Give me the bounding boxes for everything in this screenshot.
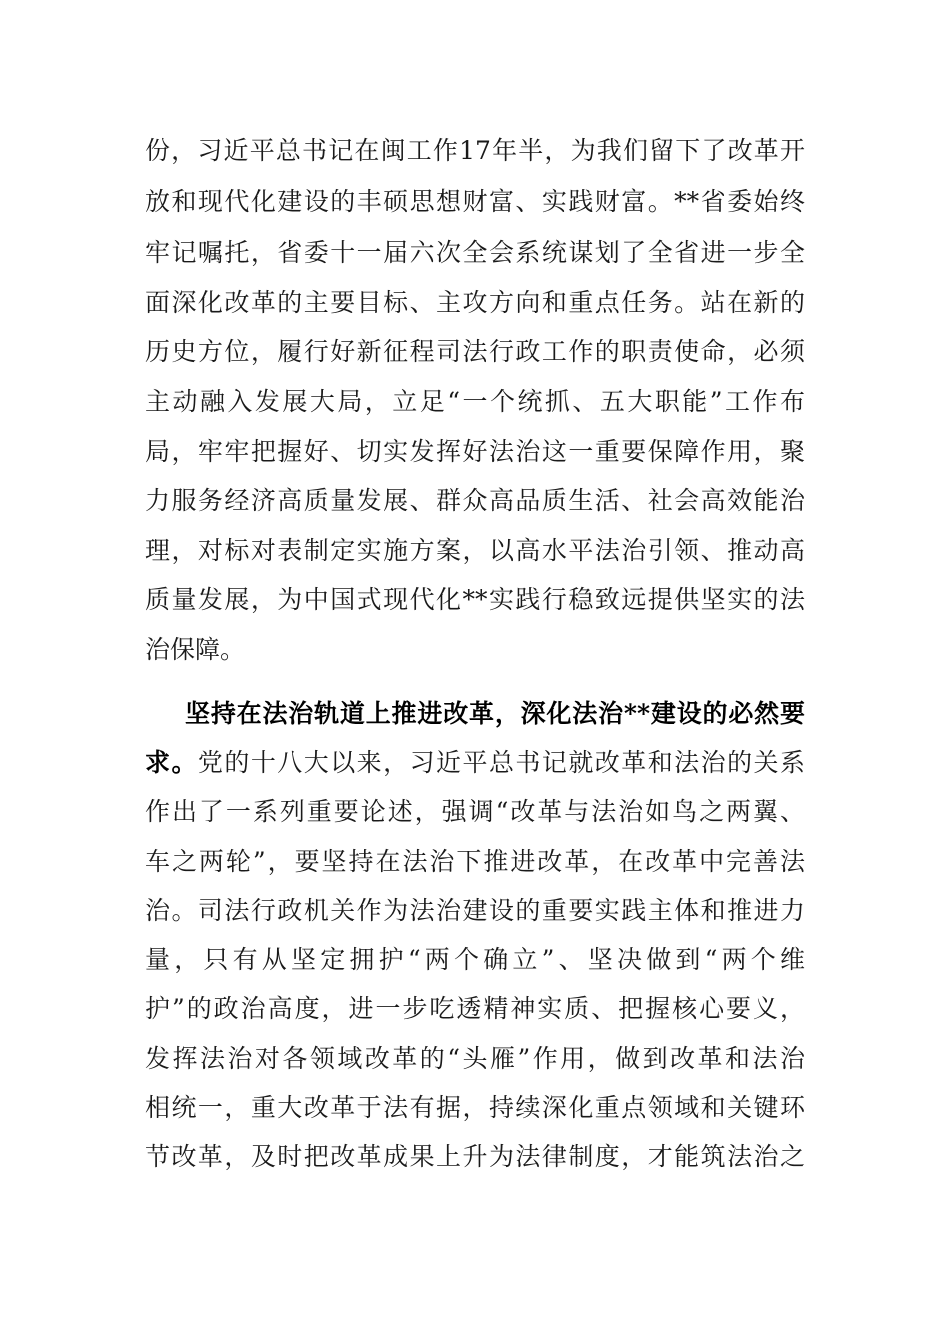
paragraph-2-line-8: 相统一，重大改革于法有据，持续深化重点领域和关键环 bbox=[145, 1093, 805, 1122]
paragraph-1-line-6: 主动融入发展大局，立足“一个统抓、五大职能”工作布 bbox=[145, 387, 805, 416]
paragraph-2-line-1-text: 党的十八大以来，习近平总书记就改革和法治的关系 bbox=[197, 748, 805, 777]
paragraph-2-line-2: 作出了一系列重要论述，强调“改革与法治如鸟之两翼、 bbox=[145, 797, 805, 826]
paragraph-2-line-4: 治。司法行政机关作为法治建设的重要实践主体和推进力 bbox=[145, 896, 805, 925]
paragraph-1-line-4: 面深化改革的主要目标、主攻方向和重点任务。站在新的 bbox=[145, 288, 805, 317]
paragraph-1-line-7: 局，牢牢把握好、切实发挥好法治这一重要保障作用，聚 bbox=[145, 437, 805, 466]
paragraph-2-line-1 bbox=[145, 743, 805, 783]
paragraph-2-line-9: 节改革，及时把改革成果上升为法律制度，才能筑法治之 bbox=[145, 1142, 805, 1171]
paragraph-2-line-3: 车之两轮”，要坚持在法治下推进改革，在改革中完善法 bbox=[145, 847, 805, 876]
paragraph-2-heading-tail: 求。 bbox=[145, 748, 198, 777]
paragraph-1-line-11: 治保障。 bbox=[145, 635, 246, 664]
paragraph-2-line-7: 发挥法治对各领域改革的“头雁”作用，做到改革和法治 bbox=[145, 1044, 805, 1073]
paragraph-1-line-8: 力服务经济高质量发展、群众高品质生活、社会高效能治 bbox=[145, 486, 805, 515]
paragraph-1-line-9: 理，对标对表制定实施方案，以高水平法治引领、推动高 bbox=[145, 536, 805, 565]
paragraph-1-line-2: 放和现代化建设的丰硕思想财富、实践财富。**省委始终 bbox=[145, 187, 805, 216]
paragraph-2-heading: 坚持在法治轨道上推进改革，深化法治**建设的必然要 bbox=[185, 699, 805, 728]
paragraph-1-line-5: 历史方位，履行好新征程司法行政工作的职责使命，必须 bbox=[145, 337, 805, 366]
paragraph-2-line-6: 护”的政治高度，进一步吃透精神实质、把握核心要义， bbox=[145, 994, 805, 1023]
paragraph-1-line-3: 牢记嘱托，省委十一届六次全会系统谋划了全省进一步全 bbox=[145, 238, 805, 267]
paragraph-1-line-1: 份，习近平总书记在闽工作17年半，为我们留下了改革开 bbox=[145, 136, 805, 165]
paragraph-2-line-5: 量，只有从坚定拥护“两个确立”、坚决做到“两个维 bbox=[145, 945, 805, 974]
paragraph-1-line-10: 质量发展，为中国式现代化**实践行稳致远提供坚实的法 bbox=[145, 585, 805, 614]
